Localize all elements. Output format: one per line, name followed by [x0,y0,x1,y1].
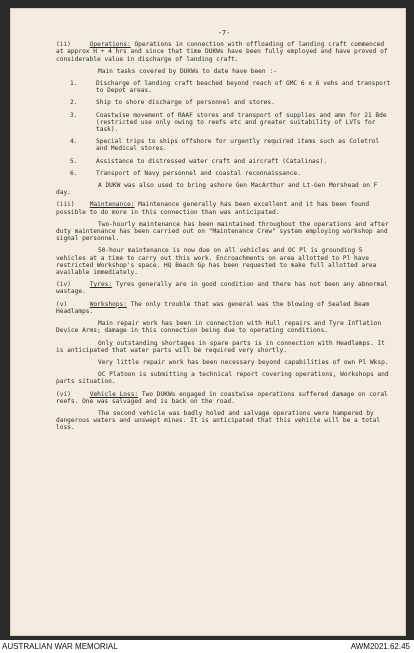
document-body [56,30,392,437]
section-heading: Tyres: [89,281,113,289]
task-item [56,80,392,94]
page-number: -7- [217,29,231,37]
task-item [56,99,392,106]
task-number: 6. [70,169,78,177]
archive-reference: AWM2021.62.45 [350,642,410,651]
section-heading: Vehicle Loss: [89,390,139,398]
section-workshops [56,301,392,315]
maintenance-paragraph: Two-hourly maintenance has been maintained throughout the operations and after duty maintenance has been carried out on "Maintenance Crew" system employing workshop and signal personnel. [56,220,389,243]
task-text: Ship to shore discharge of personnel and stores. [96,99,275,107]
main-tasks-intro: Main tasks covered by DUKWs to date have been :- [98,67,277,75]
task-item [56,112,392,134]
task-number: 3. [70,111,78,119]
task-item [56,158,392,165]
task-number: 1. [70,80,78,88]
document-page [10,8,406,636]
task-item [56,170,392,177]
task-text: Coastwise movement of RAAF stores and transport of supplies and amn for 21 Bde (restricted use only owing to reefs etc and greater suitability of LVTs for task). [96,111,387,134]
section-operations [56,41,392,63]
task-number: 5. [70,157,78,165]
section-maintenance [56,201,392,215]
task-text: Assistance to distressed water craft and aircraft (Catalinas). [96,157,327,165]
workshops-paragraph: Main repair work has been in connection with Hull repairs and Tyre Inflation Device Arms; damage in this connection being due to operating conditions. [56,320,382,335]
section-text: Maintenance generally has been excellent and it has been found possible to do more in this connection than was anticipated. [56,201,370,216]
section-text: Operations in connection with offloading of landing craft commenced at approx H + 4 hrs and since that time DUKWs have been fully employed and have proved of considerable value in discharge of landing craft. [56,41,388,63]
section-text: Two DUKWs engaged in coastwise operations suffered damage on coral reefs. One was salvaged and is back on the road. [56,390,388,405]
task-text: Special trips to ships offshore for urgently required items such as Coletrol and Medical stores. [96,138,380,153]
vehicle-loss-paragraph: The second vehicle was badly holed and salvage operations were hampered by dangerous waters and unswept mines. It is anticipated that this vehicle will be a total loss. [56,409,381,432]
archive-name: AUSTRALIAN WAR MEMORIAL [2,642,118,651]
task-text: Discharge of landing craft beached beyond reach of GMC 6 x 6 vehs and transport to Depot areas. [96,80,391,95]
maintenance-paragraph: 50-hour maintenance is now due on all vehicles and OC Pl is grounding 5 vehicles at a time to carry out this work. Encroachments on area allotted to Pl have restricted Workshop's space. HQ Beach Gp has been requested to make full allotted area available immediately. [56,247,377,277]
section-heading: Maintenance: [89,201,135,209]
section-text: Tyres generally are in good condition and there has not been any abnormal wastage. [56,281,388,296]
workshops-paragraph: Very little repair work has been necessary beyond capabilities of own Pl Wksp. [98,358,389,366]
task-number: 4. [70,138,78,146]
section-tyres [56,281,392,295]
workshops-paragraph: OC Platoon is submitting a technical report covering operations, Workshops and parts situation. [56,371,389,386]
archive-footer [0,640,414,653]
section-number: (vi) [56,390,71,398]
section-number: (ii) [56,41,71,49]
workshops-paragraph: Only outstanding shortages in spare parts is in connection with Headlamps. It is anticipated that water parts will be required very shortly. [56,339,385,354]
section-number: (iii) [56,201,75,209]
section-number: (iv) [56,281,71,289]
dukw-note: A DUKW was also used to bring ashore Gen MacArthur and Lt-Gen Morshead on F day. [56,182,378,197]
section-heading: Workshops: [89,300,127,308]
task-item [56,138,392,152]
section-heading: Operations: [89,41,131,49]
section-number: (v) [56,300,68,308]
section-vehicle-loss [56,391,392,405]
task-text: Transport of Navy personnel and coastal reconnaissance. [96,169,301,177]
section-text: The only trouble that was general was the blowing of Sealed Beam Headlamps. [56,300,370,315]
task-number: 2. [70,99,78,107]
